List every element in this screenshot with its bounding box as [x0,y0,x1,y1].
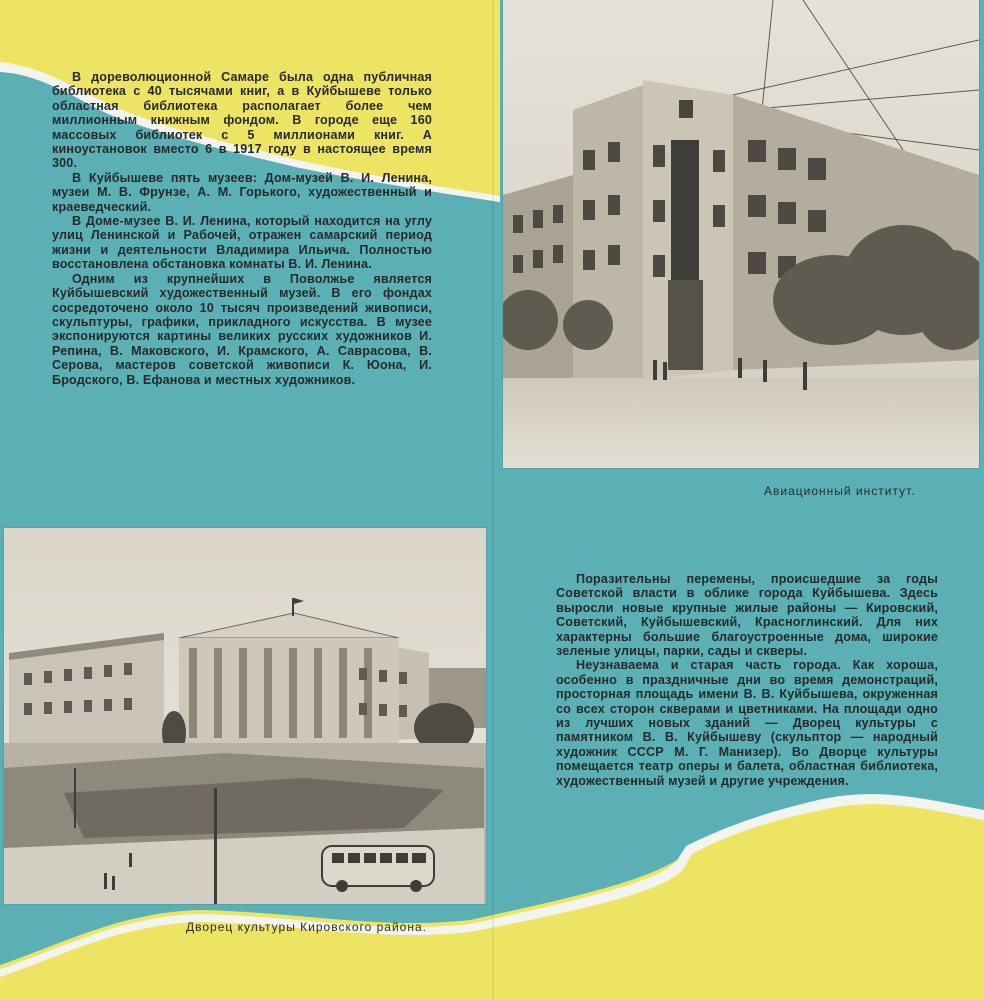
aviation-institute-photo [503,0,979,468]
paragraph: В Доме-музее В. И. Ленина, который находится на углу улиц Ленинской и Рабочей, отражен самарский период жизни и деятельности Владимира Ильича. Полностью восстановлена обстановка комнаты В. И. Ленина. [52,214,432,272]
institute-caption: Авиационный институт. [764,484,916,498]
paragraph: Неузнаваема и старая часть города. Как хороша, особенно в праздничные дни во время демонстраций, просторная площадь имени В. В. Куйбышева, окруженная со всех сторон скверами и цветниками. На площади одно из лучших новых зданий — Дворец культуры с памятником В. В. Куйбышеву (скульптор — народный художник СССР М. Г. Манизер). Во Дворце культуры помещается театр оперы и балета, областная библиотека, художественный музей и другие учреждения. [556,658,938,788]
palace-of-culture-photo [4,528,486,904]
paragraph: Одним из крупнейших в Поволжье является Куйбышевский художественный музей. В его фондах сосредоточено около 10 тысяч произведений живописи, скульптуры, графики, прикладного искусства. В музее экспонируются картины великих русских художников И. Репина, В. Маковского, И. Крамского, А. Саврасова, В. Серова, мастеров советской живописи К. Юона, И. Бродского, В. Ефанова и местных художников. [52,271,432,387]
paragraph: Поразительны перемены, происшедшие за годы Советской власти в облике города Куйбышева. Здесь выросли новые крупные жилые районы — Кировский, Советский, Куйбышевский, Красноглинский. Для них характерны большие благоустроенные дома, широкие зеленые улицы, парки, сады и скверы. [556,572,938,659]
page-fold [492,0,494,1000]
right-text-column [556,572,938,788]
paragraph: В Куйбышеве пять музеев: Дом-музей В. И. Ленина, музеи М. В. Фрунзе, А. М. Горького, художественный и краеведческий. [52,170,432,214]
palace-caption: Дворец культуры Кировского района. [186,920,427,934]
left-text-column [52,70,432,387]
paragraph: В дореволюционной Самаре была одна публичная библиотека с 40 тысячами книг, а в Куйбышеве только областная библиотека располагает более чем миллионным книжным фондом. В городе еще 160 массовых библиотек с 5 миллионами книг. А киноустановок вместо 6 в 1917 году в настоящее время 300. [52,70,432,171]
